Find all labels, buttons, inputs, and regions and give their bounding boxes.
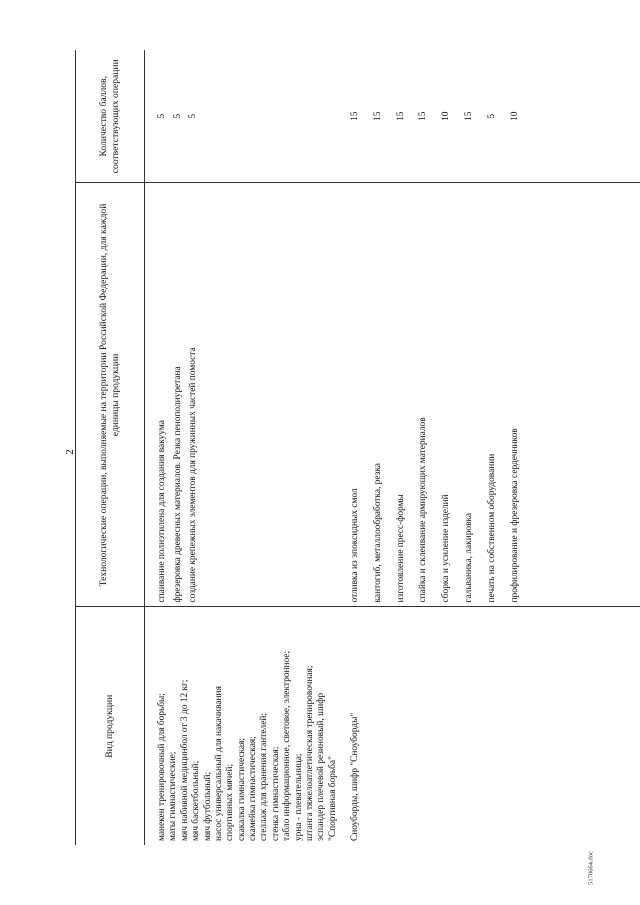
operation-item: изготовление пресс-формы xyxy=(395,494,406,603)
points-value: 10 xyxy=(509,111,520,121)
product-line: мяч футбольный; xyxy=(202,771,213,841)
table-filler-row xyxy=(532,50,640,845)
product-line: скамейка гимнастическая; xyxy=(248,736,258,841)
product-line: манекен тренировочный для борьбы; xyxy=(157,693,167,841)
points-value: 5 xyxy=(157,113,167,119)
points-value: 15 xyxy=(463,111,474,121)
points-value: 15 xyxy=(395,111,406,121)
operation-item: сборка и усиление изделий xyxy=(441,494,452,603)
product-line: эспандер плечевой резиновый, шифр xyxy=(316,692,327,841)
operation-item: создание крепежных элементов для пружинных частей помоста xyxy=(188,347,199,603)
product-line: скакалка гимнастическая; xyxy=(236,738,247,841)
header-operations: Технологические операции, выполняемые на территории Российской Федерации, для каждой единицы продукции xyxy=(76,183,145,607)
operation-item: профилирование и фрезеровка сердечников xyxy=(509,428,520,603)
product-line: Сноуборды, шифр "Сноуборды" xyxy=(350,712,360,841)
operations-cell xyxy=(145,183,340,607)
points-cell xyxy=(339,50,532,183)
product-line: мяч набивной медицинбол от 3 до 12 кг; xyxy=(179,679,190,841)
points-cell xyxy=(145,50,340,183)
points-value: 5 xyxy=(172,113,183,119)
product-line: табло информационное, световое, электронное; xyxy=(282,650,293,841)
operation-item: кантогиб, металлообработка, резка xyxy=(372,463,383,603)
points-value: 15 xyxy=(372,111,383,121)
table-row xyxy=(145,50,340,845)
product-line: маты гимнастические; xyxy=(168,751,179,841)
product-line: урна - плевательница; xyxy=(293,753,304,841)
page-number: 2 xyxy=(64,449,76,455)
product-line: штанга тяжелоатлетическая тренировочная; xyxy=(304,665,315,841)
product-cell xyxy=(145,607,340,845)
table-row xyxy=(339,50,532,845)
points-value: 15 xyxy=(418,111,429,121)
operation-item: отливка из эпоксидных смол xyxy=(350,488,360,603)
product-line: насос универсальный для накачивания xyxy=(213,686,224,841)
points-value: 15 xyxy=(350,111,360,121)
points-value: 10 xyxy=(441,111,452,121)
operation-item: фрезеровка древесных материалов. Резка пенополиуретана xyxy=(172,366,183,603)
table-header-row xyxy=(76,50,145,845)
products-table xyxy=(75,50,640,845)
operations-cell xyxy=(339,183,532,607)
product-line: мяч баскетбольный; xyxy=(191,760,202,841)
product-line: спортивных мячей; xyxy=(225,763,236,841)
points-value: 5 xyxy=(486,113,497,119)
product-cell xyxy=(339,607,532,845)
document-footer: 5170664.doc xyxy=(587,851,595,885)
product-line: стеллаж для хранения гантелей; xyxy=(259,712,270,841)
points-value: 5 xyxy=(188,113,199,119)
product-line: "Спортивная борьба" xyxy=(327,756,338,841)
header-points: Количество баллов, соответствующих операции xyxy=(76,50,145,183)
rotated-table-container xyxy=(75,50,575,845)
operation-item: гальваника, лакировка xyxy=(463,512,474,603)
operation-item: печать на собственном оборудовании xyxy=(486,453,497,603)
header-product: Вид продукции xyxy=(76,607,145,845)
operation-item: спаивание полиэтилена для создания вакуума xyxy=(157,420,167,603)
product-line: стенка гимнастическая; xyxy=(270,746,281,841)
operation-item: спайка и склеивание армирующих материалов xyxy=(418,417,429,603)
